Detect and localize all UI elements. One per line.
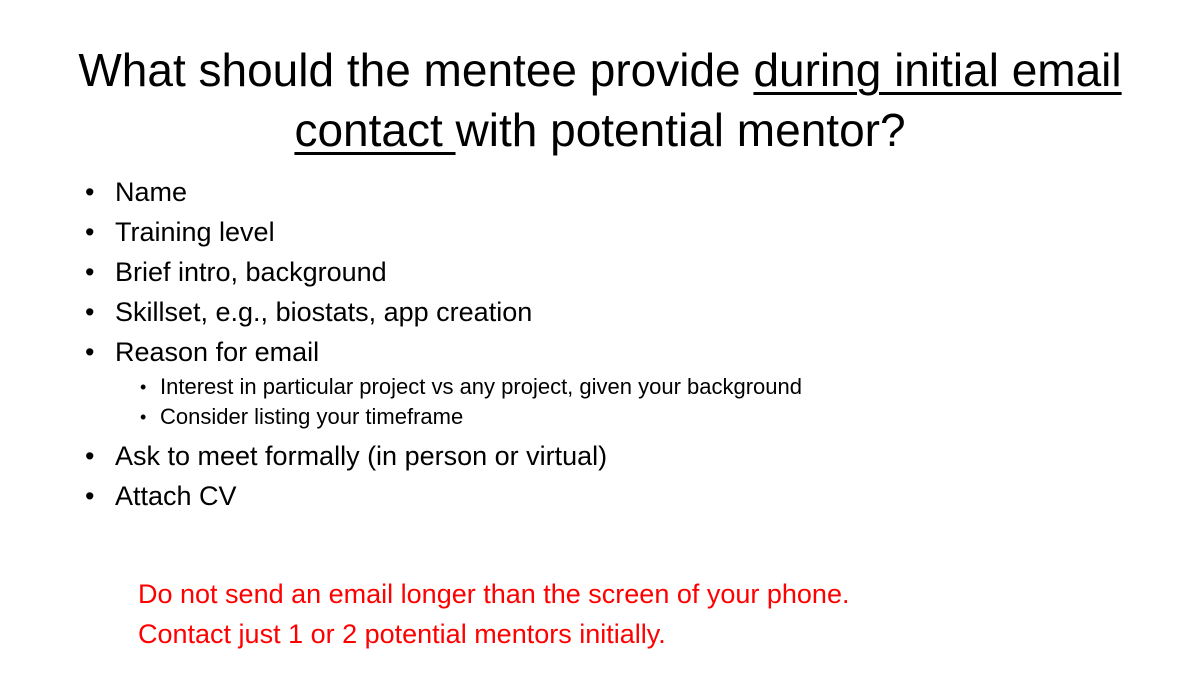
sub-bullet-dot: • xyxy=(140,377,147,397)
bullet-item xyxy=(85,292,1135,332)
warning-note-line: Contact just 1 or 2 potential mentors initially. xyxy=(138,619,666,649)
bullet-dot: • xyxy=(85,481,95,511)
slide-title xyxy=(60,40,1140,160)
bullet-dot: • xyxy=(85,441,95,471)
sub-bullet-item xyxy=(115,372,1135,402)
bullet-text: Skillset, e.g., biostats, app creation xyxy=(115,297,533,327)
bullet-item xyxy=(85,476,1135,516)
bullet-text: Training level xyxy=(115,217,275,247)
bullet-item xyxy=(85,332,1135,436)
bullet-dot: • xyxy=(85,257,95,287)
bullet-item xyxy=(85,252,1135,292)
sub-bullet-dot: • xyxy=(140,407,147,427)
bullet-text: Reason for email xyxy=(115,337,320,367)
title-text-start: What should the mentee provide xyxy=(78,44,754,96)
bullet-list xyxy=(85,172,1135,516)
sub-bullet-text: Interest in particular project vs any project, given your background xyxy=(160,374,802,399)
bullet-item xyxy=(85,172,1135,212)
bullet-dot: • xyxy=(85,337,95,367)
sub-bullet-item xyxy=(115,402,1135,432)
warning-note xyxy=(138,574,1138,654)
sub-bullet-text: Consider listing your timeframe xyxy=(160,404,464,429)
bullet-item xyxy=(85,436,1135,476)
sub-bullet-list xyxy=(115,372,1135,436)
bullet-dot: • xyxy=(85,297,95,327)
title-text-end: with potential mentor? xyxy=(455,104,906,156)
bullet-text: Ask to meet formally (in person or virtual) xyxy=(115,441,608,471)
bullet-dot: • xyxy=(85,217,95,247)
bullet-text: Name xyxy=(115,177,188,207)
bullet-text: Brief intro, background xyxy=(115,257,387,287)
title-underlined-text: during initial email contact xyxy=(294,44,1122,156)
warning-note-line: Do not send an email longer than the screen of your phone. xyxy=(138,579,850,609)
bullet-item xyxy=(85,212,1135,252)
bullet-text: Attach CV xyxy=(115,481,237,511)
bullet-dot: • xyxy=(85,177,95,207)
